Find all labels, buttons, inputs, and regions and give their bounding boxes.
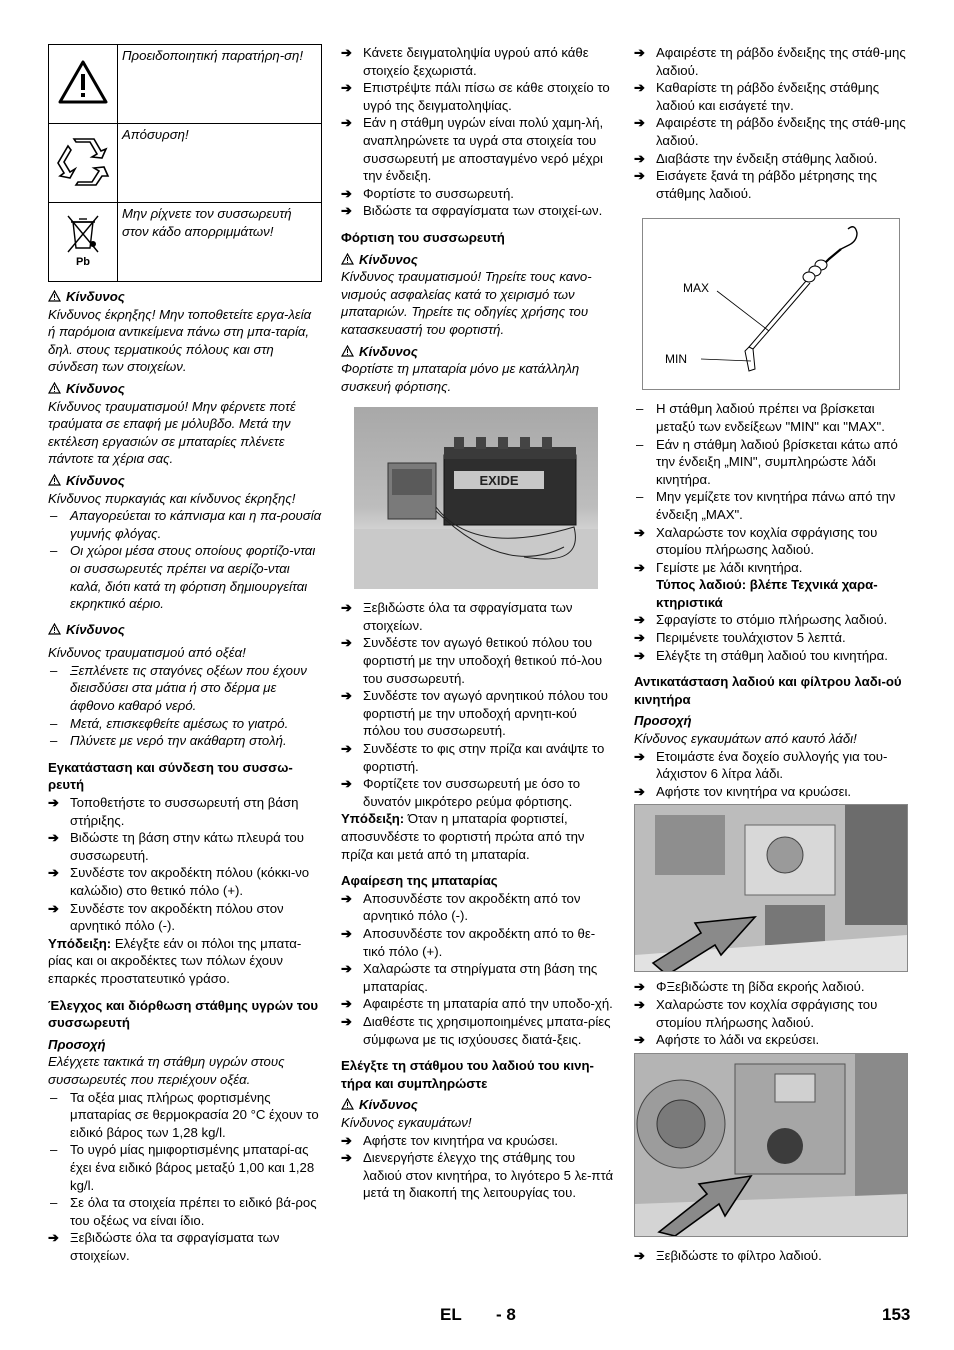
list-item: – Εάν η στάθμη λαδιού βρίσκεται κάτω από την ένδειξη „MIN", συμπληρώστε λάδι κινητήρα. — [634, 436, 910, 489]
danger-heading: Κίνδυνος — [341, 1096, 617, 1114]
column-right — [634, 44, 910, 1264]
step-item: ➔ Επιστρέψτε πάλι πίσω σε κάθε στοιχείο το υγρό της δειγματοληψίας. — [341, 79, 617, 114]
step-item: ➔ Συνδέστε το φις στην πρίζα και ανάψτε το φορτιστή. — [341, 740, 617, 775]
step-item: ➔ ΦΞεβιδώστε τη βίδα εκροής λαδιού. — [634, 978, 910, 996]
step-item: ➔ Περιμένετε τουλάχιστον 5 λεπτά. — [634, 629, 910, 647]
caution-text: Ελέγχετε τακτικά τη στάθμη υγρών στους συσσωρευτές που περιέχουν οξέα. — [48, 1054, 285, 1087]
column-left — [48, 44, 322, 1264]
danger-text: Κίνδυνος τραυματισμού! Τηρείτε τους κανο-νισμούς ασφαλείας κατά το χειρισμό των μπαταριών. Τηρείτε τις οδηγίες χρήσης του κατασκευαστή του φορτιστή. — [341, 269, 592, 337]
footer-page-number: 153 — [882, 1305, 911, 1324]
step-item: ➔ Κάνετε δειγματοληψία υγρού από κάθε στοιχείο ξεχωριστά. — [341, 44, 617, 79]
warning-triangle-icon — [49, 45, 118, 124]
danger-text: Κίνδυνος εγκαυμάτων! — [341, 1114, 472, 1130]
step-item: ➔ Εάν η στάθμη υγρών είναι πολύ χαμη-λή, αναπληρώνετε τα υγρά στα στοιχεία του συσσωρευτή με αποσταγμένο νερό μέχρι την ένδειξη. — [341, 114, 617, 184]
list-item: – Σε όλα τα στοιχεία πρέπει το ειδικό βά-ρος του οξέως να είναι ίδιο. — [48, 1194, 322, 1229]
step-item: ➔ Συνδέστε τον αγωγό θετικού πόλου του φορτιστή με την υποδοχή θετικού πό-λου του συσσωρευτή. — [341, 634, 617, 687]
warning-triangle-icon — [48, 474, 61, 486]
section-heading: Αφαίρεση της μπαταρίας — [341, 873, 498, 889]
warning-triangle-icon — [48, 382, 61, 394]
section-heading: Εγκατάσταση και σύνδεση του συσσω-ρευτή — [48, 759, 293, 793]
symbol-bin-text: Μην ρίχνετε τον συσσωρευτή στον κάδο απορριμμάτων! — [118, 203, 322, 282]
list-item: – Οι χώροι μέσα στους οποίους φορτίζο-νται οι συσσωρευτές πρέπει να αερίζο-νται καλά, διότι κατά τη φόρτιση δημιουργείται εκρηκτικό αέριο. — [48, 542, 322, 612]
column-middle — [341, 44, 617, 1202]
step-item: ➔ Αποσυνδέστε τον ακροδέκτη από τον αρνητικό πόλο (-). — [341, 890, 617, 925]
warning-triangle-icon — [48, 290, 61, 302]
step-item: ➔ Διαβάστε την ένδειξη στάθμης λαδιού. — [634, 150, 910, 168]
list-item: – Τα οξέα μιας πλήρως φορτισμένης μπαταρίας σε θερμοκρασία 20 °C έχουν το ειδικό βάρος των 1,28 kg/l. — [48, 1089, 322, 1142]
step-item: ➔ Εισάγετε ξανά τη ράβδο μέτρησης της στάθμης λαδιού. — [634, 167, 910, 202]
section-heading: Έλεγχος και διόρθωση στάθμης υγρών του συσσωρευτή — [48, 997, 319, 1031]
step-item: ➔ Διενεργήστε έλεγχο της στάθμης του λαδιού στον κινητήρα, το λιγότερο 5 λε-πτά μετά τη διακοπή της λειτουργίας του. — [341, 1149, 617, 1202]
oil-filter-photo — [634, 1053, 908, 1237]
step-item: ➔ Συνδέστε τον αγωγό αρνητικού πόλου του φορτιστή με την υποδοχή αρνητι-κού πόλου του συσσωρευτή. — [341, 687, 617, 740]
step-item: ➔ Βιδώστε τη βάση στην κάτω πλευρά του συσσωρευτή. — [48, 829, 322, 864]
step-item: ➔ Βιδώστε τα σφραγίσματα των στοιχεί-ων. — [341, 202, 617, 220]
warning-triangle-icon — [48, 623, 61, 635]
danger-text: Φορτίστε τη μπαταρία μόνο με κατάλληλη συσκευή φόρτισης. — [341, 361, 580, 394]
step-item: ➔ Ξεβιδώστε όλα τα σφραγίσματα των στοιχείων. — [48, 1229, 322, 1264]
crossed-bin-pb-icon — [49, 203, 118, 282]
danger-heading: Κίνδυνος — [48, 380, 322, 398]
list-item: – Η στάθμη λαδιού πρέπει να βρίσκεται μεταξύ των ενδείξεων "MIN" και "MAX". — [634, 400, 910, 435]
battery-brand-label: EXIDE — [479, 473, 519, 489]
step-item: ➔ Διαθέστε τις χρησιμοποιημένες μπατα-ρίες σύμφωνα με τις ισχύουσες διατά-ξεις. — [341, 1013, 617, 1048]
symbol-table — [48, 44, 322, 282]
step-item: ➔ Αφαιρέστε τη ράβδο ένδειξης της στάθ-μης λαδιού. — [634, 114, 910, 149]
danger-heading: Κίνδυνος — [48, 288, 322, 306]
step-item: ➔ Φορτίζετε τον συσσωρευτή με όσο το δυνατόν μικρότερο ρεύμα φόρτισης. — [341, 775, 617, 810]
note: Υπόδειξη: Όταν η μπαταρία φορτιστεί, αποσυνδέστε το φορτιστή πρώτα από την πρίζα και μετά από τη μπαταρία. — [341, 811, 585, 862]
step-item: ➔ Αφήστε το λάδι να εκρεύσει. — [634, 1031, 910, 1049]
list-item: – Πλύνετε με νερό την ακάθαρτη στολή. — [48, 732, 322, 750]
step-item: ➔ Ελέγξτε τη στάθμη λαδιού του κινητήρα. — [634, 647, 910, 665]
step-item: ➔ Αφαιρέστε τη ράβδο ένδειξης της στάθ-μης λαδιού. — [634, 44, 910, 79]
danger-heading: Κίνδυνος — [341, 251, 617, 269]
symbol-warning-text: Προειδοποιητική παρατήρη-ση! — [118, 45, 322, 124]
footer-page: - 8 — [496, 1305, 516, 1324]
warning-triangle-icon — [341, 1098, 354, 1110]
step-item: ➔ Φορτίστε το συσσωρευτή. — [341, 185, 617, 203]
step-item: ➔ Χαλαρώστε τα στηρίγματα στη βάση της μπαταρίας. — [341, 960, 617, 995]
step-item: ➔ Χαλαρώστε τον κοχλία σφράγισης του στομίου πλήρωσης λαδιού. — [634, 524, 910, 559]
caution-text: Κίνδυνος εγκαυμάτων από καυτό λάδι! — [634, 731, 857, 747]
warning-triangle-icon — [341, 345, 354, 357]
danger-text: Κίνδυνος τραυματισμού από οξέα! — [48, 645, 246, 661]
step-item: ➔ Τοποθετήστε το συσσωρευτή στη βάση στήριξης. — [48, 794, 322, 829]
dipstick-max-label: MAX — [683, 281, 710, 296]
list-item: – Μην γεμίζετε τον κινητήρα πάνω από την ένδειξη „MAX". — [634, 488, 910, 523]
oil-type-note: Τύπος λαδιού: βλέπε Τεχνικά χαρα-κτηριστικά — [656, 577, 878, 610]
step-item: ➔ Ετοιμάστε ένα δοχείο συλλογής για του-λάχιστον 6 λίτρα λάδι. — [634, 748, 910, 783]
list-item: – Το υγρό μίας ημιφορτισμένης μπαταρί-ας έχει ένα ειδικό βάρος μεταξύ 1,00 και 1,28 kg/l. — [48, 1141, 322, 1194]
caution-heading: Προσοχή — [48, 1036, 106, 1052]
step-item: ➔ Αφήστε τον κινητήρα να κρυώσει. — [634, 783, 910, 801]
engine-drain-photo — [634, 804, 908, 972]
danger-heading: Κίνδυνος — [48, 472, 322, 490]
section-heading: Ελέγξτε τη στάθμου του λαδιού του κινη-τήρα και συμπληρώστε — [341, 1058, 594, 1091]
list-item: – Μετά, επισκεφθείτε αμέσως το γιατρό. — [48, 715, 322, 733]
step-item: ➔ Ξεβιδώστε όλα τα σφραγίσματα των στοιχείων. — [341, 599, 617, 634]
step-item: ➔ Γεμίστε με λάδι κινητήρα. — [634, 559, 910, 577]
step-item: ➔ Ξεβιδώστε το φίλτρο λαδιού. — [634, 1247, 910, 1265]
danger-heading: Κίνδυνος — [48, 621, 322, 639]
list-item: – Απαγορεύεται το κάπνισμα και η πα-ρουσία γυμνής φλόγας. — [48, 507, 322, 542]
step-item: ➔ Σφραγίστε το στόμιο πλήρωσης λαδιού. — [634, 611, 910, 629]
caution-heading: Προσοχή — [634, 713, 692, 729]
step-item: ➔ Χαλαρώστε τον κοχλία σφράγισης του στομίου πλήρωσης λαδιού. — [634, 996, 910, 1031]
danger-text: Κίνδυνος έκρηξης! Μην τοποθετείτε εργα-λεία ή παρόμοια αντικείμενα πάνω στη μπα-ταρία, δηλ. στους τερματικούς πόλους και στη σύνδεση των στοιχείων. — [48, 306, 312, 375]
section-heading: Αντικατάσταση λαδιού και φίλτρου λαδι-ού κινητήρα — [634, 674, 902, 707]
danger-text: Κίνδυνος τραυματισμού! Μην φέρνετε ποτέ τραύματα σε επαφή με μόλυβδο. Μετά την εκτέλεση εργασιών σε μπαταρίες πλένετε πάντοτε τα χέρια σας. — [48, 398, 296, 467]
note: Υπόδειξη: Ελέγξτε εάν οι πόλοι της μπατα-ρίας και οι ακροδέκτες των πόλων έχουν επαρκές προστατευτικό γράσο. — [48, 935, 302, 986]
list-item: – Ξεπλένετε τις σταγόνες οξέων που έχουν διεισδύσει στα μάτια ή στο δέρμα με άφθονο καθαρό νερό. — [48, 662, 322, 715]
danger-heading: Κίνδυνος — [341, 343, 617, 361]
section-heading: Φόρτιση του συσσωρευτή — [341, 229, 505, 245]
step-item: ➔ Συνδέστε τον ακροδέκτη πόλου (κόκκι-νο καλώδιο) στο θετικό πόλο (+). — [48, 864, 322, 899]
warning-triangle-icon — [341, 253, 354, 265]
recycling-icon — [49, 124, 118, 203]
step-item: ➔ Συνδέστε τον ακροδέκτη πόλου στον αρνητικό πόλο (-). — [48, 900, 322, 935]
footer-language: EL — [440, 1305, 462, 1324]
dipstick-diagram — [642, 218, 900, 390]
step-item: ➔ Αφήστε τον κινητήρα να κρυώσει. — [341, 1132, 617, 1150]
dipstick-min-label: MIN — [665, 352, 687, 367]
step-item: ➔ Αποσυνδέστε τον ακροδέκτη από το θε-τικό πόλο (+). — [341, 925, 617, 960]
symbol-disposal-text: Απόσυρση! — [118, 124, 322, 203]
danger-text: Κίνδυνος πυρκαγιάς και κίνδυνος έκρηξης! — [48, 490, 296, 506]
step-item: ➔ Καθαρίστε τη ράβδο ένδειξης στάθμης λαδιού και εισάγετέ την. — [634, 79, 910, 114]
pb-label: Pb — [75, 255, 91, 268]
battery-charger-photo — [354, 407, 598, 589]
step-item: ➔ Αφαιρέστε τη μπαταρία από την υποδο-χή. — [341, 995, 617, 1013]
